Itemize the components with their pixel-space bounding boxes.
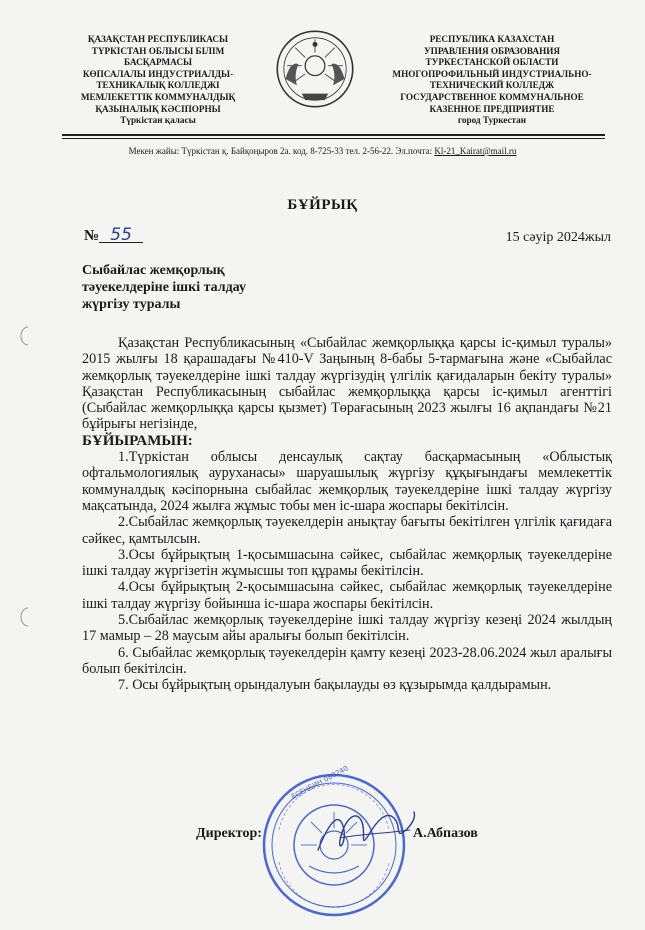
- header-right-line: УПРАВЛЕНИЯ ОБРАЗОВАНИЯ: [423, 45, 561, 56]
- hole-punch-mark-icon: [20, 606, 30, 628]
- document-title: БҰЙРЫҚ: [287, 197, 358, 213]
- header-left-line: ҚАЗАҚСТАН РЕСПУБЛИКАСЫ: [87, 34, 229, 44]
- header-right-line: ГОСУДАРСТВЕННОЕ КОММУНАЛЬНОЕ: [400, 91, 584, 102]
- header-left-line: БАСҚАРМАСЫ: [123, 57, 192, 68]
- subject-line: тәуекелдеріне ішкі талдау: [82, 280, 246, 295]
- header-divider-thin: [62, 138, 605, 139]
- order-item: 4.Осы бұйрықтың 2-қосымшасына сәйкес, сыбайлас жемқорлық тәуекелдеріне ішкі талдау жүргізу бойынша іс-шара жоспары бекітілсін.: [82, 579, 612, 612]
- order-item: 5.Сыбайлас жемқорлық тәуекелдеріне ішкі талдау жүргізу кезеңі 2024 жылдың 17 мамыр – 28 маусым айы аралығы болып бекітілсін.: [82, 612, 612, 645]
- order-item: 6. Сыбайлас жемқорлық тәуекелдерін қамту кезеңі 2023-28.06.2024 жыл аралығы болып бекітілсін.: [82, 644, 612, 677]
- header-left-line: КӨПСАЛАЛЫ ИНДУСТРИАЛДЫ-: [82, 68, 234, 79]
- order-item: 3.Осы бұйрықтың 1-қосымшасына сәйкес, сыбайлас жемқорлық тәуекелдеріне ішкі талдау жүргізетін жұмысшы топ құрамы бекітілсін.: [82, 546, 612, 580]
- header-divider-thick: [62, 134, 605, 136]
- header-left-line: МЕМЛЕКЕТТІК КОММУНАЛДЫҚ: [80, 91, 236, 102]
- header-right-line: ТЕХНИЧЕСКИЙ КОЛЛЕДЖ: [429, 80, 555, 91]
- order-item: 7. Осы бұйрықтың орындалуын бақылауды өз құзырымда қалдырамын.: [118, 677, 552, 694]
- decree-word: БҰЙЫРАМЫН:: [82, 432, 193, 449]
- subject-line: жүргізу туралы: [82, 297, 181, 312]
- header-left-line: ТҮРКІСТАН ОБЛЫСЫ БІЛІМ: [91, 45, 225, 56]
- header-left-line: ҚАЗЫНАЛЫҚ КӘСІПОРНЫ: [95, 103, 221, 114]
- header-left-block: [58, 34, 258, 127]
- order-number: [84, 225, 143, 245]
- order-body: [82, 335, 612, 694]
- header-right-line: МНОГОПРОФИЛЬНЫЙ ИНДУСТРИАЛЬНО-: [392, 68, 592, 79]
- order-item: 1.Түркістан облысы денсаулық сақтау басқармасының «Облыстық офтальмологиялық ауруханасы» шаруашылық жүргізу құқығындағы мемлекеттік коммуналдық кәсіпорнына сыбайлас жемқорлық тәуекелдеріне ішкі талдау жүргізу мақсатында, 2024 жылға жұмыс тобы мен іс-шара жоспары бекітілсін.: [82, 449, 612, 514]
- signature-name: А.Абпазов: [413, 826, 478, 841]
- contact-email-link[interactable]: Kl-21_Kairat@mail.ru: [434, 146, 517, 156]
- order-subject: [82, 262, 312, 313]
- order-number-label: №: [84, 228, 100, 244]
- header-left-line: Түркістан қаласы: [120, 115, 196, 126]
- order-number-value: 55: [99, 228, 143, 243]
- contact-address: Мекен жайы: Түркістан қ. Байқоңыров 2а. код. 8-725-33 тел. 2-56-22. Эл.почта:: [128, 146, 435, 156]
- header-right-line: РЕСПУБЛИКА КАЗАХСТАН: [429, 34, 555, 44]
- contact-line: [0, 146, 645, 156]
- hole-punch-mark-icon: [20, 325, 30, 347]
- subject-line: Сыбайлас жемқорлық: [82, 263, 225, 278]
- header-right-block: [372, 34, 612, 127]
- header-right-line: КАЗЕННОЕ ПРЕДПРИЯТИЕ: [429, 103, 555, 114]
- header-left-line: ТЕХНИКАЛЫҚ КОЛЛЕДЖІ: [96, 80, 220, 91]
- state-emblem-icon: [274, 28, 356, 110]
- signature-role: Директор:: [196, 826, 262, 841]
- order-item: 2.Сыбайлас жемқорлық тәуекелдерін анықтау бағыты бекітілген үлгілік қағидаға сәйкес, қамтылсын.: [82, 514, 612, 547]
- handwritten-signature-icon: [310, 800, 420, 860]
- order-date: 15 сәуір 2024жыл: [505, 230, 611, 245]
- header-right-line: город Туркестан: [457, 115, 527, 126]
- stamp-number: ЕСЕНБИН 080240: [290, 764, 350, 802]
- preamble-paragraph: Қазақстан Республикасының «Сыбайлас жемқорлыққа қарсы іс-қимыл туралы» 2015 жылғы 18 қарашадағы №410-V Заңының 8-бабы 5-тармағына және «Сыбайлас жемқорлық тәуекелдеріне ішкі талдау жүргізудің үлгілік қағидаларын бекіту туралы» Қазақстан Республикасының сыбайлас жемқорлыққа қарсы іс-қимыл агенттігі (Сыбайлас жемқорлыққа қарсы қызмет) Төрағасының 2023 жылғы 16 ақпандағы №21 бұйрығы негізінде,: [82, 335, 612, 433]
- header-right-line: ТУРКЕСТАНСКОЙ ОБЛАСТИ: [425, 57, 559, 68]
